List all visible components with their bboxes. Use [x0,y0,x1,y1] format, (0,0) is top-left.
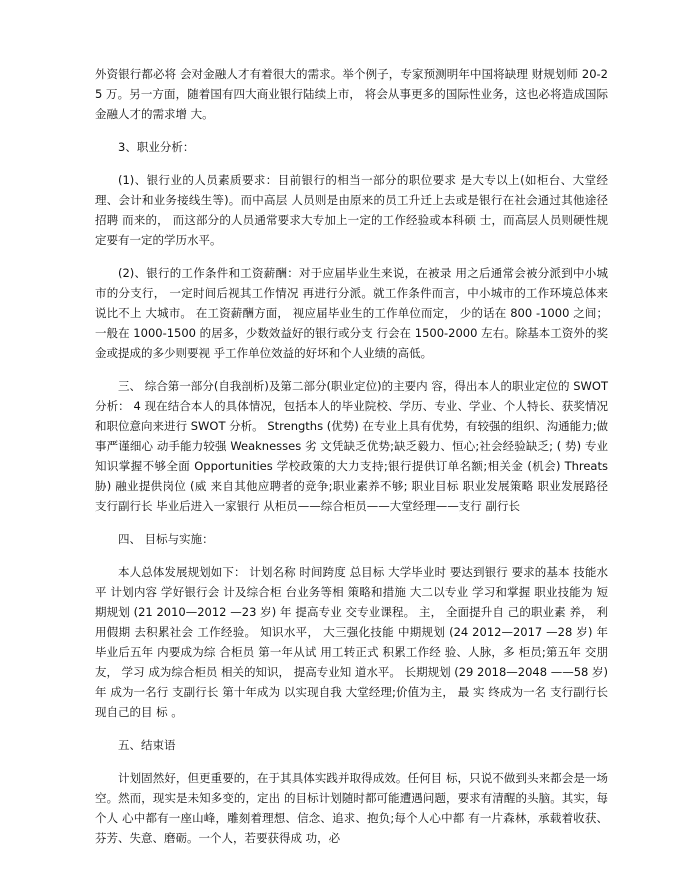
heading-conclusion: 五、结束语 [118,738,176,752]
paragraph-personnel-requirements: (1)、银行业的人员素质要求：目前银行的相当一部分的职位要求 是大专以上(如柜台、大堂经理、会计和业务接线生等)。而中高层 人员则是由原来的员工升迁上去或是银行在社会通过其他途径招聘 而来的， 而这部分的人员通常要求大专加上一定的工作经验或本科硕 士，而高层人员则硬性规定要有一定的学历水平。 [95,173,608,247]
paragraph-development-plan: 本人总体发展规划如下： 计划名称 时间跨度 总目标 大学毕业时 要达到银行 要求的基本 技能水平 计划内容 学好银行会 计及综合柜 台业务等相 策略和措施 大二以专业 学习和掌握 职业技能为 短期规划 (21 2010—2012 —23 岁) 年 提高专业 交专业课程。 主， 全面提升自 己的职业素 养， 利用假期 去积累社会 工作经验。 知识水平， 大三强化技能 中期规划 (24 2012—2017 —28 岁) 年 毕业后五年 内要成为综 合柜员 第一年从试 用工转正式 积累工作经 验、人脉，多 柜员;第五年 交朋友， 学习 成为综合柜员 相关的知识， 提高专业知 道水平。 长期规划 (29 2018—2048 ——58 岁) 年 成为一名行 支副行长 第十年成为 以实现自我 大堂经理;价值为主， 最 实 终成为一名 支行副行长 现自己的目 标 。 [95,565,608,719]
heading-career-analysis: 3、职业分析： [118,140,195,154]
heading-goals-implementation: 四、 目标与实施： [118,532,214,546]
paragraph-intro: 外资银行都必将 会对金融人才有着很大的需求。举个例子，专家预测明年中国将缺理 财规划师 20-25 万。另一方面，随着国有四大商业银行陆续上市， 将会从事更多的国际性业务，这也必将造成国际金融人才的需求增 大。 [95,67,608,121]
paragraph-conclusion: 计划固然好，但更重要的，在于其具体实践并取得成效。任何目 标，只说不做到头来都会是一场空。然而，现实是未知多变的，定出 的目标计划随时都可能遭遇问题，要求有清醒的头脑。其实，每个人 心中都有一座山峰，雕刻着理想、信念、追求、抱负;每个人心中都 有一片森林，承载着收获、芬芳、失意、磨砺。一个人，若要获得成 功，必 [95,771,608,845]
paragraph-working-conditions: (2)、银行的工作条件和工资薪酬：对于应届毕业生来说，在被录 用之后通常会被分派到中小城市的分支行， 一定时间后视其工作情况 再进行分派。就工作条件而言，中小城市的工作环境总体来说比不上 大城市。 在工资薪酬方面， 视应届毕业生的工作单位而定， 少的话在 800 -1000 之间；一般在 1000-1500 的居多，少数效益好的银行或分支 行会在 1500-2000 左右。除基本工资外的奖金或提成的多少则要视 乎工作单位效益的好坏和个人业绩的高低。 [95,266,608,360]
paragraph-swot-analysis: 三、 综合第一部分(自我剖析)及第二部分(职业定位)的主要内 容，得出本人的职业定位的 SWOT 分析： 4 现在结合本人的具体情况，包括本人的毕业院校、学历、专业、学业、个人特长、获奖情况和职位意向来进行 SWOT 分析。 Strengths (优势) 在专业上具有优势，有较强的组织、沟通能力;做 事严谨细心 动手能力较强 Weaknesses 劣 文凭缺乏优势;缺乏毅力、恒心;社会经验缺乏; ( 势) 专业知识掌握不够全面 Opportunities 学校政策的大力支持;银行提供订单名额;相关金 (机会) Threats 胁) 融业提供岗位 (威 来自其他应聘者的竞争;职业素养不够; 职业目标 职业发展策略 职业发展路径 支行副行长 毕业后进入一家银行 从柜员——综合柜员——大堂经理——支行 副行长 [95,379,608,513]
